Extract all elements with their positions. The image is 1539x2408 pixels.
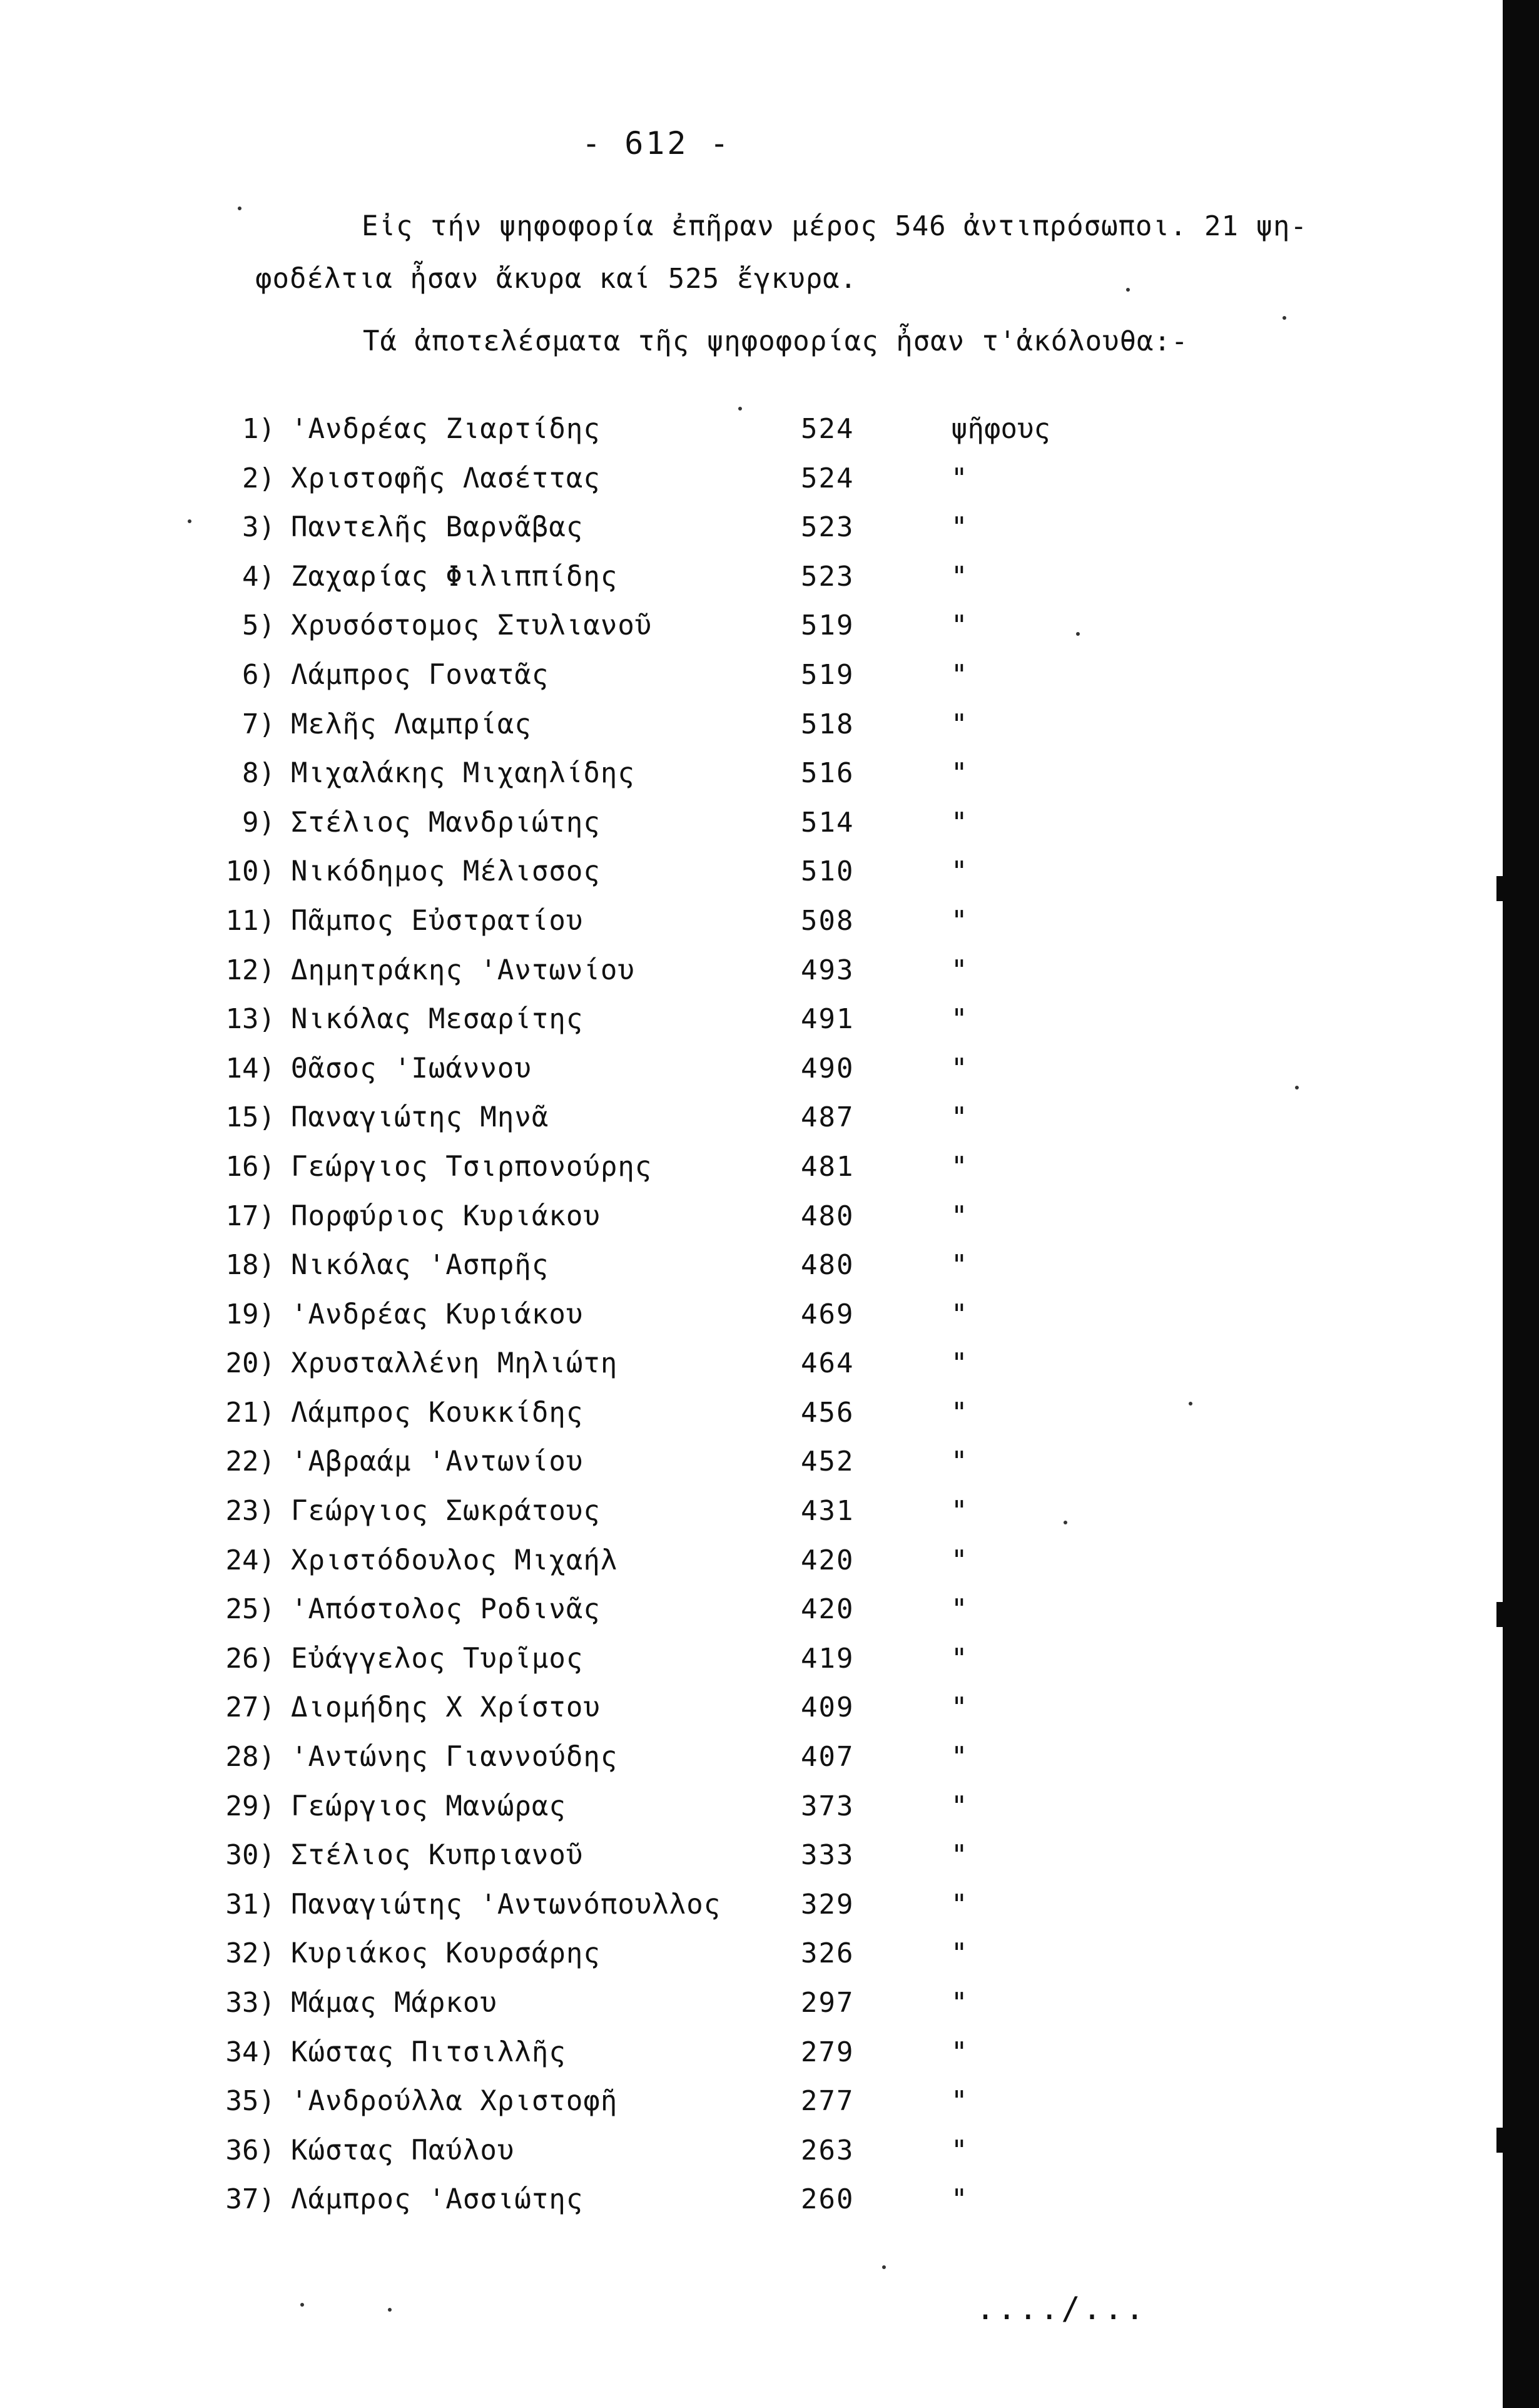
edge-mark <box>1496 876 1511 901</box>
candidate-name: Δημητράκης 'Αντωνίου <box>291 954 635 986</box>
result-row <box>175 413 1114 462</box>
candidate-name: 'Απόστολος Ροδινᾶς <box>291 1593 601 1626</box>
result-row <box>175 462 1114 512</box>
result-number: 8) <box>242 757 275 790</box>
candidate-name: 'Αντώνης Γιαννούδης <box>291 1741 618 1773</box>
vote-unit: " <box>951 1790 968 1822</box>
result-row <box>175 659 1114 708</box>
result-row <box>175 2135 1114 2184</box>
candidate-name: 'Αβραάμ 'Αντωνίου <box>291 1446 584 1478</box>
vote-count: 490 <box>801 1052 855 1084</box>
vote-count: 297 <box>801 1987 855 2019</box>
candidate-name: Κυριάκος Κουρσάρης <box>291 1937 601 1970</box>
result-number: 26) <box>225 1642 275 1675</box>
result-row <box>175 708 1114 758</box>
candidate-name: Νικόλας Μεσαρίτης <box>291 1003 584 1036</box>
candidate-name: Κώστας Πιτσιλλῆς <box>291 2036 566 2068</box>
vote-count: 519 <box>801 610 855 642</box>
vote-count: 469 <box>801 1298 855 1330</box>
vote-unit: ψῆφους <box>951 413 1050 445</box>
result-number: 27) <box>225 1691 275 1724</box>
page-number: - 612 - <box>582 125 731 161</box>
vote-count: 524 <box>801 462 855 494</box>
vote-count: 523 <box>801 560 855 593</box>
result-number: 33) <box>225 1987 275 2019</box>
vote-unit: " <box>951 855 968 888</box>
vote-unit: " <box>951 511 968 544</box>
vote-count: 277 <box>801 2085 855 2118</box>
candidate-name: Χρυσταλλένη Μηλιώτη <box>291 1347 618 1380</box>
candidate-name: Μάμας Μάρκου <box>291 1987 497 2019</box>
vote-count: 260 <box>801 2183 855 2216</box>
result-row <box>175 1889 1114 1938</box>
result-number: 15) <box>225 1101 275 1134</box>
vote-unit: " <box>951 2085 968 2118</box>
candidate-name: Στέλιος Μανδριώτης <box>291 806 601 839</box>
candidate-name: Εὐάγγελος Τυρῖμος <box>291 1642 584 1675</box>
vote-unit: " <box>951 757 968 790</box>
result-row <box>175 2036 1114 2086</box>
candidate-name: 'Ανδρέας Ζιαρτίδης <box>291 413 601 445</box>
candidate-name: Χριστοφῆς Λασέττας <box>291 462 601 494</box>
vote-count: 329 <box>801 1888 855 1921</box>
result-number: 1) <box>242 413 275 445</box>
candidate-name: Πορφύριος Κυριάκου <box>291 1200 601 1232</box>
vote-unit: " <box>951 1593 968 1626</box>
vote-count: 409 <box>801 1691 855 1724</box>
result-row <box>175 1446 1114 1495</box>
vote-unit: " <box>951 1888 968 1921</box>
vote-unit: " <box>951 1495 968 1528</box>
vote-count: 419 <box>801 1642 855 1675</box>
result-number: 20) <box>225 1347 275 1380</box>
candidate-name: Στέλιος Κυπριανοῦ <box>291 1839 584 1872</box>
candidate-name: Ζαχαρίας Φιλιππίδης <box>291 560 618 593</box>
result-number: 12) <box>225 954 275 986</box>
result-row <box>175 1839 1114 1889</box>
candidate-name: 'Ανδρέας Κυριάκου <box>291 1298 584 1330</box>
vote-unit: " <box>951 1987 968 2019</box>
vote-count: 480 <box>801 1200 855 1232</box>
vote-unit: " <box>951 1691 968 1724</box>
vote-count: 333 <box>801 1839 855 1872</box>
candidate-name: Γεώργιος Τσιρπονούρης <box>291 1150 653 1183</box>
vote-count: 519 <box>801 658 855 691</box>
result-number: 32) <box>225 1937 275 1970</box>
candidate-name: Λάμπρος Κουκκίδης <box>291 1396 584 1429</box>
result-row <box>175 1298 1114 1348</box>
result-number: 23) <box>225 1495 275 1528</box>
result-number: 31) <box>225 1888 275 1921</box>
result-number: 22) <box>225 1446 275 1478</box>
vote-count: 263 <box>801 2134 855 2166</box>
result-number: 37) <box>225 2183 275 2216</box>
vote-count: 452 <box>801 1446 855 1478</box>
result-row <box>175 511 1114 561</box>
result-row <box>175 1200 1114 1250</box>
vote-unit: " <box>951 2183 968 2216</box>
result-row <box>175 807 1114 856</box>
result-row <box>175 855 1114 905</box>
result-number: 25) <box>225 1593 275 1626</box>
result-number: 3) <box>242 511 275 544</box>
vote-unit: " <box>951 708 968 740</box>
vote-unit: " <box>951 2134 968 2166</box>
candidate-name: Παντελῆς Βαρνᾶβας <box>291 511 584 544</box>
edge-mark <box>1496 1602 1511 1627</box>
candidate-name: Γεώργιος Σωκράτους <box>291 1495 601 1528</box>
vote-unit: " <box>951 1544 968 1576</box>
vote-unit: " <box>951 1741 968 1773</box>
result-row <box>175 1347 1114 1397</box>
vote-count: 514 <box>801 806 855 839</box>
vote-count: 456 <box>801 1396 855 1429</box>
result-row <box>175 561 1114 610</box>
candidate-name: Μιχαλάκης Μιχαηλίδης <box>291 757 635 790</box>
candidate-name: Λάμπρος Γονατᾶς <box>291 658 549 691</box>
vote-unit: " <box>951 1101 968 1134</box>
vote-unit: " <box>951 462 968 494</box>
result-number: 2) <box>242 462 275 494</box>
result-number: 16) <box>225 1150 275 1183</box>
result-number: 9) <box>242 806 275 839</box>
intro-line-1: Εἰς τήν ψηφοφορία ἐπῆραν μέρος 546 ἀντιπρόσωποι. 21 ψη- <box>362 210 1308 242</box>
result-number: 35) <box>225 2085 275 2118</box>
result-number: 30) <box>225 1839 275 1872</box>
vote-unit: " <box>951 806 968 839</box>
result-row <box>175 1003 1114 1053</box>
intro-paragraph <box>255 200 1306 305</box>
results-list <box>175 413 1114 2233</box>
result-row <box>175 1937 1114 1987</box>
result-row <box>175 1741 1114 1790</box>
vote-count: 508 <box>801 904 855 937</box>
vote-count: 493 <box>801 954 855 986</box>
candidate-name: 'Ανδρούλλα Χριστοφῆ <box>291 2085 618 2118</box>
result-row <box>175 1544 1114 1594</box>
vote-count: 464 <box>801 1347 855 1380</box>
result-number: 34) <box>225 2036 275 2068</box>
result-row <box>175 905 1114 954</box>
vote-unit: " <box>951 1200 968 1232</box>
result-number: 17) <box>225 1200 275 1232</box>
vote-count: 481 <box>801 1150 855 1183</box>
result-number: 5) <box>242 610 275 642</box>
vote-count: 510 <box>801 855 855 888</box>
result-number: 36) <box>225 2134 275 2166</box>
result-number: 7) <box>242 708 275 740</box>
result-row <box>175 1643 1114 1692</box>
candidate-name: Χριστόδουλος Μιχαήλ <box>291 1544 618 1576</box>
result-row <box>175 2085 1114 2135</box>
vote-unit: " <box>951 2036 968 2068</box>
vote-count: 420 <box>801 1544 855 1576</box>
continuation-mark: ..../... <box>976 2290 1147 2327</box>
vote-count: 480 <box>801 1249 855 1282</box>
result-number: 10) <box>225 855 275 888</box>
candidate-name: Νικόδημος Μέλισσος <box>291 855 601 888</box>
vote-unit: " <box>951 1298 968 1330</box>
vote-count: 516 <box>801 757 855 790</box>
result-number: 28) <box>225 1741 275 1773</box>
candidate-name: Μελῆς Λαμπρίας <box>291 708 532 740</box>
vote-unit: " <box>951 1003 968 1036</box>
vote-count: 431 <box>801 1495 855 1528</box>
vote-count: 524 <box>801 413 855 445</box>
vote-count: 487 <box>801 1101 855 1134</box>
result-row <box>175 757 1114 807</box>
results-header: Τά ἀποτελέσματα τῆς ψηφοφορίας ἦσαν τ'ἀκόλουθα:- <box>363 325 1189 357</box>
vote-unit: " <box>951 1642 968 1675</box>
result-number: 29) <box>225 1790 275 1822</box>
candidate-name: Κώστας Παύλου <box>291 2134 515 2166</box>
candidate-name: Παναγιώτης 'Αντωνόπουλλος <box>291 1888 721 1921</box>
result-number: 21) <box>225 1396 275 1429</box>
vote-count: 420 <box>801 1593 855 1626</box>
result-number: 14) <box>225 1052 275 1084</box>
vote-unit: " <box>951 658 968 691</box>
vote-count: 523 <box>801 511 855 544</box>
vote-unit: " <box>951 1249 968 1282</box>
result-row <box>175 1495 1114 1544</box>
result-number: 13) <box>225 1003 275 1036</box>
result-number: 18) <box>225 1249 275 1282</box>
vote-count: 491 <box>801 1003 855 1036</box>
vote-unit: " <box>951 1052 968 1084</box>
vote-unit: " <box>951 1150 968 1183</box>
result-row <box>175 1101 1114 1151</box>
vote-count: 373 <box>801 1790 855 1822</box>
result-row <box>175 954 1114 1004</box>
vote-unit: " <box>951 1839 968 1872</box>
result-row <box>175 1249 1114 1298</box>
result-row <box>175 610 1114 659</box>
vote-unit: " <box>951 1347 968 1380</box>
vote-count: 279 <box>801 2036 855 2068</box>
candidate-name: Χρυσόστομος Στυλιανοῦ <box>291 610 653 642</box>
candidate-name: Λάμπρος 'Ασσιώτης <box>291 2183 584 2216</box>
result-row <box>175 1790 1114 1840</box>
vote-unit: " <box>951 954 968 986</box>
result-number: 24) <box>225 1544 275 1576</box>
candidate-name: Διομήδης Χ Χρίστου <box>291 1691 601 1724</box>
vote-count: 326 <box>801 1937 855 1970</box>
candidate-name: Πᾶμπος Εὐστρατίου <box>291 904 584 937</box>
vote-unit: " <box>951 1937 968 1970</box>
vote-unit: " <box>951 560 968 593</box>
result-row <box>175 1053 1114 1102</box>
candidate-name: Παναγιώτης Μηνᾶ <box>291 1101 549 1134</box>
vote-count: 518 <box>801 708 855 740</box>
result-row <box>175 1593 1114 1643</box>
result-row <box>175 2183 1114 2233</box>
scan-edge-shadow <box>1503 0 1539 2408</box>
candidate-name: Νικόλας 'Ασπρῆς <box>291 1249 549 1282</box>
result-row <box>175 1397 1114 1446</box>
candidate-name: Θᾶσος 'Ιωάννου <box>291 1052 532 1084</box>
result-row <box>175 1151 1114 1200</box>
result-number: 6) <box>242 658 275 691</box>
result-row <box>175 1987 1114 2036</box>
vote-unit: " <box>951 904 968 937</box>
intro-line-2: φοδέλτια ἦσαν ἄκυρα καί 525 ἔγκυρα. <box>255 263 858 295</box>
result-row <box>175 1691 1114 1741</box>
result-number: 19) <box>225 1298 275 1330</box>
result-number: 11) <box>225 904 275 937</box>
candidate-name: Γεώργιος Μανώρας <box>291 1790 566 1822</box>
vote-count: 407 <box>801 1741 855 1773</box>
vote-unit: " <box>951 610 968 642</box>
vote-unit: " <box>951 1446 968 1478</box>
vote-unit: " <box>951 1396 968 1429</box>
edge-mark <box>1496 2128 1511 2153</box>
result-number: 4) <box>242 560 275 593</box>
